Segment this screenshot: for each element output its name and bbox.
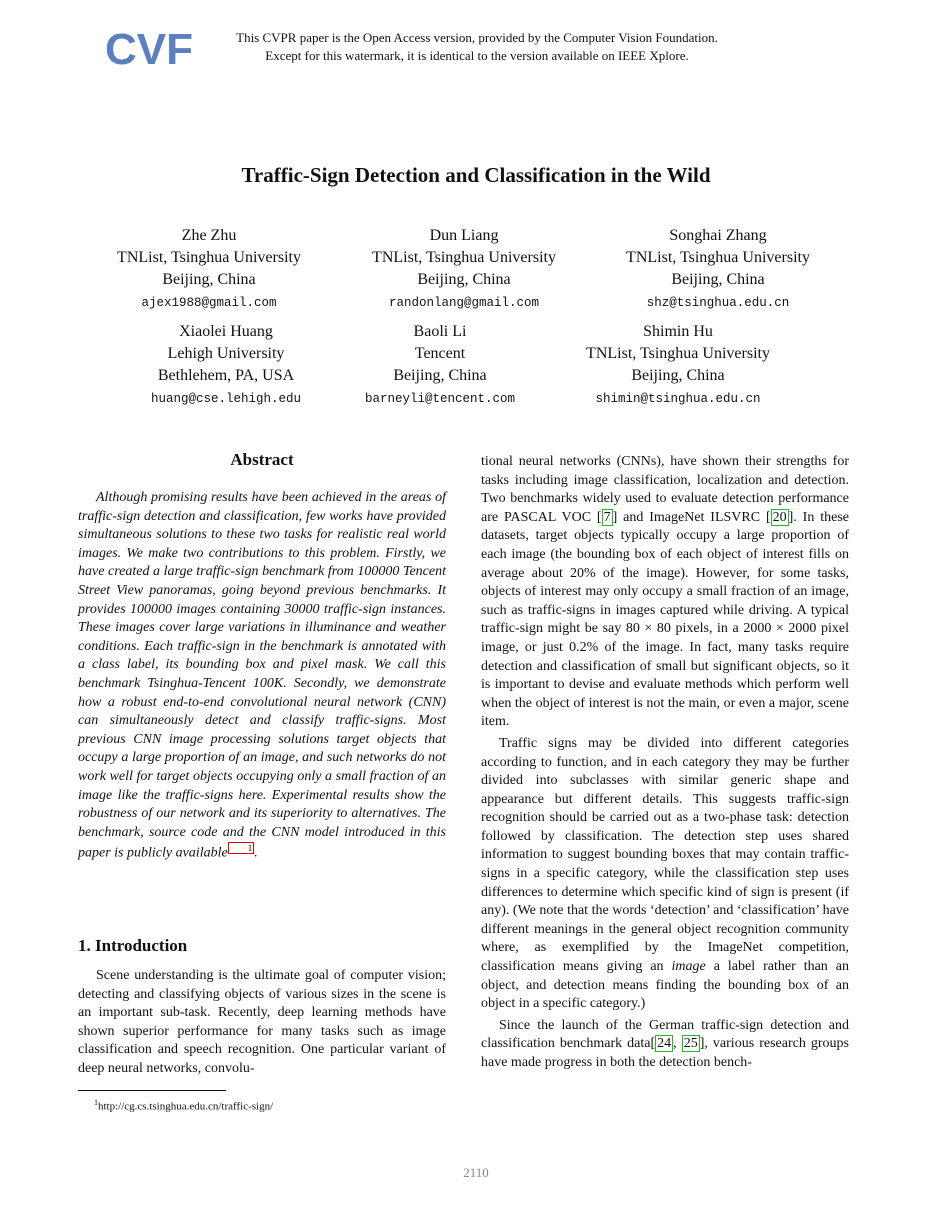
text-run: tional neural networks (CNNs), have shown their strengths for tasks including image classification, localization and detection. Two benchmarks widely used to evaluate detection performance are PASCAL VOC [ [481,454,849,525]
paper-title: Traffic-Sign Detection and Classification in the Wild [241,163,711,187]
author-location: Bethlehem, PA, USA [157,367,295,384]
author-location: Beijing, China [417,271,511,288]
author-block [79,225,339,314]
cvf-logo-text: CVF [105,25,193,74]
author-name: Xiaolei Huang [179,323,273,340]
author-name: Dun Liang [429,227,499,244]
author-location: Beijing, China [393,367,487,384]
author-email: randonlang@gmail.com [388,296,540,310]
author-affiliation: TNList, Tsinghua University [372,249,556,266]
author-name: Zhe Zhu [181,227,237,244]
paragraph-3 [481,1017,849,1073]
text-run: a label rather than an object, and detection means finding the bounding box of an object in a specific category.) [481,959,849,1012]
author-affiliation: TNList, Tsinghua University [626,249,810,266]
cvf-logo [105,25,193,74]
paragraph-2 [481,735,849,1014]
open-access-watermark [180,29,774,65]
text-run: Since the launch of the German traffic-sign detection and classification benchmark data[ [481,1017,849,1052]
author-block [548,321,808,410]
watermark-line-1: This CVPR paper is the Open Access version, provided by the Computer Vision Foundation. [236,30,718,45]
text-run: ]. In these datasets, target objects typically occupy a large proportion of each image (the bounding box of each object of interest fills on average about 20% of the image). However, for some tasks, objects of interest may only occupy a small fraction of an image, such as traffic-signs in images captured while driving. A typical traffic-sign might be say 80 × 80 pixels, in a 2000 × 2000 pixel image, or just 0.2% of the image. In fact, many tasks require detection and classification of small but significant objects, so it is important to devise and evaluate methods which perform well when the object of interest is not the main, or even a major, scene item. [481,509,849,730]
author-name: Songhai Zhang [669,227,767,244]
abstract-heading: Abstract [230,450,294,469]
text-run: , [673,1036,682,1052]
author-location: Beijing, China [631,367,725,384]
author-location: Beijing, China [671,271,765,288]
author-email: huang@cse.lehigh.edu [150,392,302,406]
section-heading-introduction: 1. Introduction [78,936,188,955]
abstract-body [78,489,446,864]
abstract-text: Although promising results have been achieved in the areas of traffic-sign detection and classification, few works have provided simultaneous solutions to these two tasks for realistic real world images. We make two contributions to this problem. Firstly, we have created a large traffic-sign benchmark from 100000 Tencent Street View panoramas, going beyond previous benchmarks. It provides 100000 images containing 30000 traffic-sign instances. These images cover large variations in illuminance and weather conditions. Each traffic-sign in the benchmark is annotated with a class label, its bounding box and pixel mask. We call this benchmark Tsinghua-Tencent 100K. Secondly, we demonstrate how a robust end-to-end convolutional neural network (CNN) can simultaneously detect and classify traffic-signs. Most previous CNN image processing solutions target objects that occupy a large proportion of an image, and such networks do not work well for target objects occupying only a small fraction of an image like the traffic-signs here. Experimental results show the robustness of our network and its superiority to alternatives. The benchmark, source code and the CNN model introduced in this paper is publicly available [78,490,446,861]
citation-link[interactable]: 24 [657,1036,672,1052]
page-number: 2110 [463,1165,489,1180]
right-column-body [481,453,849,1073]
footnote-link[interactable]: 1 [228,842,255,854]
author-block [334,225,594,314]
text-run: Traffic signs may be divided into different categories according to function, and in each category they may be further divided into subclasses with similar generic shape and appearance but different details. This suggests traffic-sign recognition should be carried out as a two-phase task: detection followed by classification. The detection step uses shared information to suggest bounding boxes that may contain traffic-signs in a specific category, while the classification step uses differences to determine which specific kind of sign is present (if any). (We note that the words ‘detection’ and ‘classification’ have different meanings in the general object recognition community where, as exemplified by the ImageNet competition, classification means giving an [481,735,849,975]
intro-paragraph: Scene understanding is the ultimate goal of computer vision; detecting and classifying objects of various sizes in the scene is an important sub-task. Recently, deep learning methods have shown superior performance for many tasks such as image classification and speech recognition. One particular variant of deep neural networks, convolu- [78,968,446,1076]
footnote-mark: 1 [94,1098,98,1107]
author-email: shimin@tsinghua.edu.cn [595,392,761,406]
abstract-end: . [254,845,258,861]
author-block [588,225,848,314]
paragraph-1 [481,453,849,732]
footnote-url[interactable]: http://cg.cs.tsinghua.edu.cn/traffic-sign/ [98,1100,274,1113]
citation-link[interactable]: 25 [683,1036,698,1052]
author-name: Shimin Hu [643,323,713,340]
footnote-divider [78,1090,226,1091]
introduction-body [78,967,446,1079]
watermark-line-2: Except for this watermark, it is identical to the version available on IEEE Xplore. [265,48,689,63]
author-affiliation: TNList, Tsinghua University [586,345,770,362]
footnote [94,1096,273,1114]
author-affiliation: Tencent [414,345,466,362]
author-name: Baoli Li [413,323,467,340]
author-location: Beijing, China [162,271,256,288]
emphasis: image [671,959,706,975]
author-block [310,321,570,410]
author-email: shz@tsinghua.edu.cn [646,296,790,310]
citation-link[interactable]: 20 [772,509,787,525]
author-affiliation: TNList, Tsinghua University [117,249,301,266]
author-affiliation: Lehigh University [167,345,285,362]
text-run: ], various research groups have made progress in both the detection bench- [481,1036,849,1070]
author-email: ajex1988@gmail.com [141,296,277,310]
author-email: barneyli@tencent.com [364,392,516,406]
citation-link[interactable]: 7 [603,509,611,525]
text-run: ] and ImageNet ILSVRC [ [612,509,771,525]
